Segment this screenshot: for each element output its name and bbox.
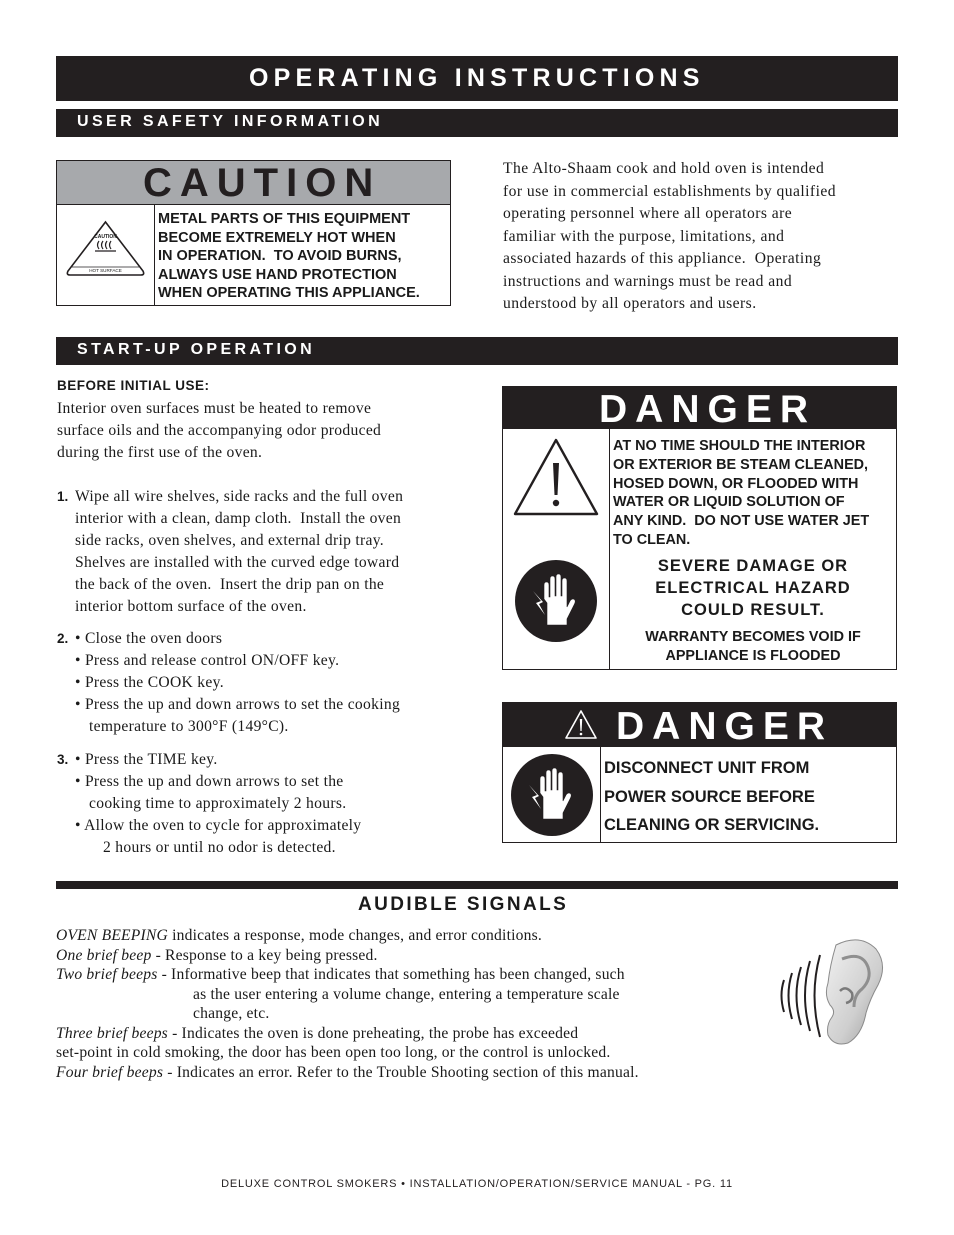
- warning-triangle-icon: [563, 708, 599, 742]
- caution-line: WHEN OPERATING THIS APPLIANCE.: [158, 285, 420, 302]
- text-line: 2 hours or until no odor is detected.: [103, 839, 336, 856]
- danger-line: WARRANTY BECOMES VOID IF: [645, 629, 861, 645]
- step-2-number: 2.: [57, 631, 69, 646]
- danger-line: TO CLEAN.: [613, 531, 691, 548]
- severe-damage-warning: [611, 555, 895, 621]
- before-initial-use-text: [57, 398, 477, 464]
- caution-message: [158, 210, 448, 303]
- danger-heading: DANGER: [616, 705, 834, 748]
- audible-desc: - Indicates the oven is done preheating, the probe has exceeded: [167, 1024, 579, 1042]
- text-line: interior with a clean, damp cloth. Install the oven: [75, 510, 402, 527]
- audible-signals-list: [56, 926, 776, 1082]
- warranty-void-notice: [611, 628, 895, 665]
- audible-term: Two brief beeps: [56, 966, 158, 983]
- text-line: interior bottom surface of the oven.: [75, 598, 307, 615]
- ear-sound-waves-icon: [770, 935, 890, 1050]
- audible-term: One brief beep: [56, 946, 152, 964]
- before-initial-use-label: BEFORE INITIAL USE:: [57, 378, 210, 393]
- audible-desc: - Response to a key being pressed.: [151, 946, 378, 964]
- page-title: OPERATING INSTRUCTIONS: [56, 56, 898, 101]
- danger-box-flooding: [502, 386, 897, 670]
- text-line: • Close the oven doors: [75, 630, 223, 647]
- intro-line: The Alto-Shaam cook and hold oven is intended: [503, 160, 825, 177]
- intro-line: associated hazards of this appliance. Operating: [503, 250, 822, 267]
- step-3-number: 3.: [57, 752, 69, 767]
- intro-line: understood by all operators and users.: [503, 295, 757, 312]
- danger-box-disconnect: [502, 702, 897, 843]
- audible-term: Three brief beeps: [56, 1024, 168, 1042]
- text-line: surface oils and the accompanying odor produced: [57, 422, 382, 439]
- section-header-user-safety: USER SAFETY INFORMATION: [56, 109, 898, 137]
- danger-icon-cell: [503, 747, 601, 842]
- text-line: cooking time to approximately 2 hours.: [89, 795, 347, 812]
- section-divider: [56, 881, 898, 889]
- audible-desc: indicates a response, mode changes, and error conditions.: [167, 927, 543, 944]
- caution-heading: CAUTION: [57, 161, 450, 205]
- step-1-text: [75, 486, 485, 618]
- text-line: • Press and release control ON/OFF key.: [75, 652, 340, 669]
- audible-term: Four brief beeps: [56, 1063, 164, 1081]
- step-1-number: 1.: [57, 489, 69, 504]
- electric-shock-hand-icon: [503, 747, 600, 842]
- caution-icon-cell: [57, 205, 155, 305]
- caution-box: [56, 160, 451, 306]
- hot-surface-icon-label-top: CAUTION: [94, 234, 117, 240]
- text-line: Shelves are installed with the curved edge toward: [75, 554, 400, 571]
- text-line: Interior oven surfaces must be heated to remove: [57, 400, 372, 417]
- text-line: • Press the TIME key.: [75, 751, 218, 768]
- audible-line: [56, 965, 776, 985]
- audible-term: OVEN BEEPING: [56, 927, 168, 944]
- text-line: • Press the COOK key.: [75, 674, 224, 691]
- danger-line: WATER OR LIQUID SOLUTION OF: [613, 494, 845, 511]
- danger-line: ANY KIND. DO NOT USE WATER JET: [613, 513, 870, 530]
- electric-shock-hand-icon: [503, 559, 609, 659]
- audible-line: as the user entering a volume change, entering a temperature scale: [193, 985, 620, 1003]
- danger-line: APPLIANCE IS FLOODED: [665, 647, 841, 664]
- intro-paragraph: [503, 158, 899, 316]
- danger-heading-row: [503, 703, 896, 747]
- caution-line: IN OPERATION. TO AVOID BURNS,: [158, 248, 402, 265]
- intro-line: instructions and warnings must be read and: [503, 272, 793, 290]
- section-header-start-up: START-UP OPERATION: [56, 337, 898, 365]
- audible-line: [56, 1063, 776, 1083]
- danger-line: HOSED DOWN, OR FLOODED WITH: [613, 475, 859, 492]
- intro-line: familiar with the purpose, limitations, and: [503, 227, 785, 245]
- danger-line: POWER SOURCE BEFORE: [604, 787, 815, 806]
- danger-line: DISCONNECT UNIT FROM: [604, 759, 810, 777]
- danger-line: COULD RESULT.: [681, 601, 825, 619]
- caution-line: ALWAYS USE HAND PROTECTION: [158, 266, 397, 283]
- danger-flooding-message: [613, 437, 895, 550]
- danger-line: CLEANING OR SERVICING.: [604, 816, 820, 834]
- page-footer: DELUXE CONTROL SMOKERS • INSTALLATION/OPERATION/SERVICE MANUAL - PG. 11: [221, 1178, 733, 1190]
- audible-line: [56, 1024, 776, 1044]
- step-2-text: [75, 628, 485, 738]
- text-line: • Press the up and down arrows to set the: [75, 773, 344, 790]
- warning-triangle-icon: [503, 429, 609, 529]
- text-line: • Allow the oven to cycle for approximately: [75, 817, 362, 834]
- text-line: Wipe all wire shelves, side racks and the full oven: [75, 488, 404, 505]
- step-3-text: [75, 749, 485, 859]
- text-line: side racks, oven shelves, and external drip tray.: [75, 532, 385, 549]
- text-line: • Press the up and down arrows to set the cooking: [75, 696, 401, 713]
- audible-desc: - Indicates an error. Refer to the Trouble Shooting section of this manual.: [163, 1063, 639, 1081]
- caution-line: METAL PARTS OF THIS EQUIPMENT: [158, 211, 411, 227]
- text-line: during the first use of the oven.: [57, 444, 263, 461]
- audible-line: [56, 946, 776, 966]
- hot-surface-icon: [57, 205, 154, 305]
- danger-line: OR EXTERIOR BE STEAM CLEANED,: [613, 456, 869, 473]
- danger-line: SEVERE DAMAGE OR: [657, 557, 849, 575]
- audible-desc: - Informative beep that indicates that something has been changed, such: [157, 966, 625, 983]
- audible-line: change, etc.: [193, 1005, 270, 1022]
- danger-icons-cell: [503, 429, 610, 669]
- danger-heading: DANGER: [503, 387, 896, 429]
- audible-line: set-point in cold smoking, the door has been open too long, or the control is unlocked.: [56, 1044, 611, 1061]
- danger-disconnect-message: [604, 754, 894, 840]
- text-line: temperature to 300°F (149°C).: [89, 718, 289, 735]
- danger-line: AT NO TIME SHOULD THE INTERIOR: [613, 438, 866, 454]
- audible-line: [56, 926, 776, 946]
- caution-line: BECOME EXTREMELY HOT WHEN: [158, 229, 396, 246]
- danger-line: ELECTRICAL HAZARD: [655, 579, 851, 597]
- text-line: the back of the oven. Insert the drip pan on the: [75, 576, 385, 593]
- intro-line: operating personnel where all operators are: [503, 205, 793, 222]
- intro-line: for use in commercial establishments by qualified: [503, 182, 836, 200]
- audible-signals-title: AUDIBLE SIGNALS: [358, 894, 569, 915]
- hot-surface-icon-label-bottom: HOT SURFACE: [89, 268, 122, 273]
